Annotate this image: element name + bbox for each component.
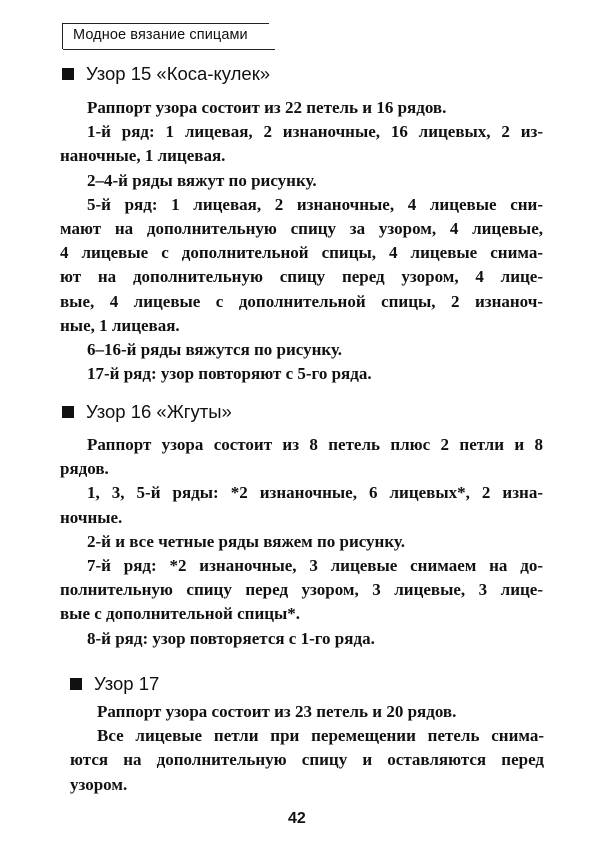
text-line: 2-й и все четные ряды вяжем по рисунку. [87, 531, 405, 551]
heading-text: Узор 17 [94, 673, 160, 694]
section-heading-16 [62, 401, 232, 423]
text-line: 4 лицевые с дополнительной спицы, 4 лицевые снима- [60, 243, 543, 263]
running-head [62, 23, 269, 49]
running-head-title: Модное вязание спицами [73, 27, 248, 43]
text-line: 8-й ряд: узор повторяется с 1-го ряда. [87, 628, 375, 648]
text-line: ют на дополнительную спицу перед узором, 4 лице- [60, 267, 543, 287]
text-line: 6–16-й ряды вяжутся по рисунку. [87, 339, 343, 359]
text-line: 7-й ряд: *2 изнаночные, 3 лицевые снимаем на до- [87, 555, 543, 575]
text-line: Все лицевые петли при перемещении петель снима- [97, 726, 544, 746]
section-body-15 [60, 96, 543, 386]
page-number: 42 [288, 810, 306, 827]
square-bullet-icon [70, 678, 82, 690]
section-heading-17 [70, 673, 159, 695]
square-bullet-icon [62, 68, 74, 80]
heading-text: Узор 16 «Жгуты» [86, 401, 232, 422]
text-line: 1-й ряд: 1 лицевая, 2 изнаночные, 16 лицевых, 2 из- [87, 122, 543, 142]
text-line: 17-й ряд: узор повторяют с 5-го ряда. [87, 364, 372, 384]
text-line: мают на дополнительную спицу за узором, 4 лицевые, [60, 218, 543, 238]
section-heading-15 [62, 63, 270, 85]
text-line: узором. [70, 774, 128, 794]
text-line: вые, 4 лицевые с дополнительной спицы, 2 изнаноч- [60, 291, 543, 311]
section-body-16 [60, 433, 543, 651]
text-line: 1, 3, 5-й ряды: *2 изнаночные, 6 лицевых*, 2 изна- [87, 483, 543, 503]
text-line: ются на дополнительную спицу и оставляются перед [70, 750, 544, 770]
text-line: 5-й ряд: 1 лицевая, 2 изнаночные, 4 лицевые сни- [87, 194, 543, 214]
text-line: Раппорт узора состоит из 8 петель плюс 2 петли и 8 [87, 435, 543, 454]
text-line: ночные. [60, 507, 123, 527]
text-line: Раппорт узора состоит из 22 петель и 16 рядов. [87, 98, 447, 117]
text-line: Раппорт узора состоит из 23 петель и 20 рядов. [97, 702, 457, 721]
section-body-17 [70, 700, 544, 797]
square-bullet-icon [62, 406, 74, 418]
text-line: вые с дополнительной спицы*. [60, 604, 301, 624]
text-line: 2–4-й ряды вяжут по рисунку. [87, 170, 317, 190]
text-line: полнительную спицу перед узором, 3 лицевые, 3 лице- [60, 580, 543, 600]
running-head-rule [63, 49, 275, 50]
text-line: наночные, 1 лицевая. [60, 146, 226, 166]
text-line: ные, 1 лицевая. [60, 315, 180, 335]
text-line: рядов. [60, 459, 109, 479]
heading-text: Узор 15 «Коса-кулек» [86, 63, 271, 84]
